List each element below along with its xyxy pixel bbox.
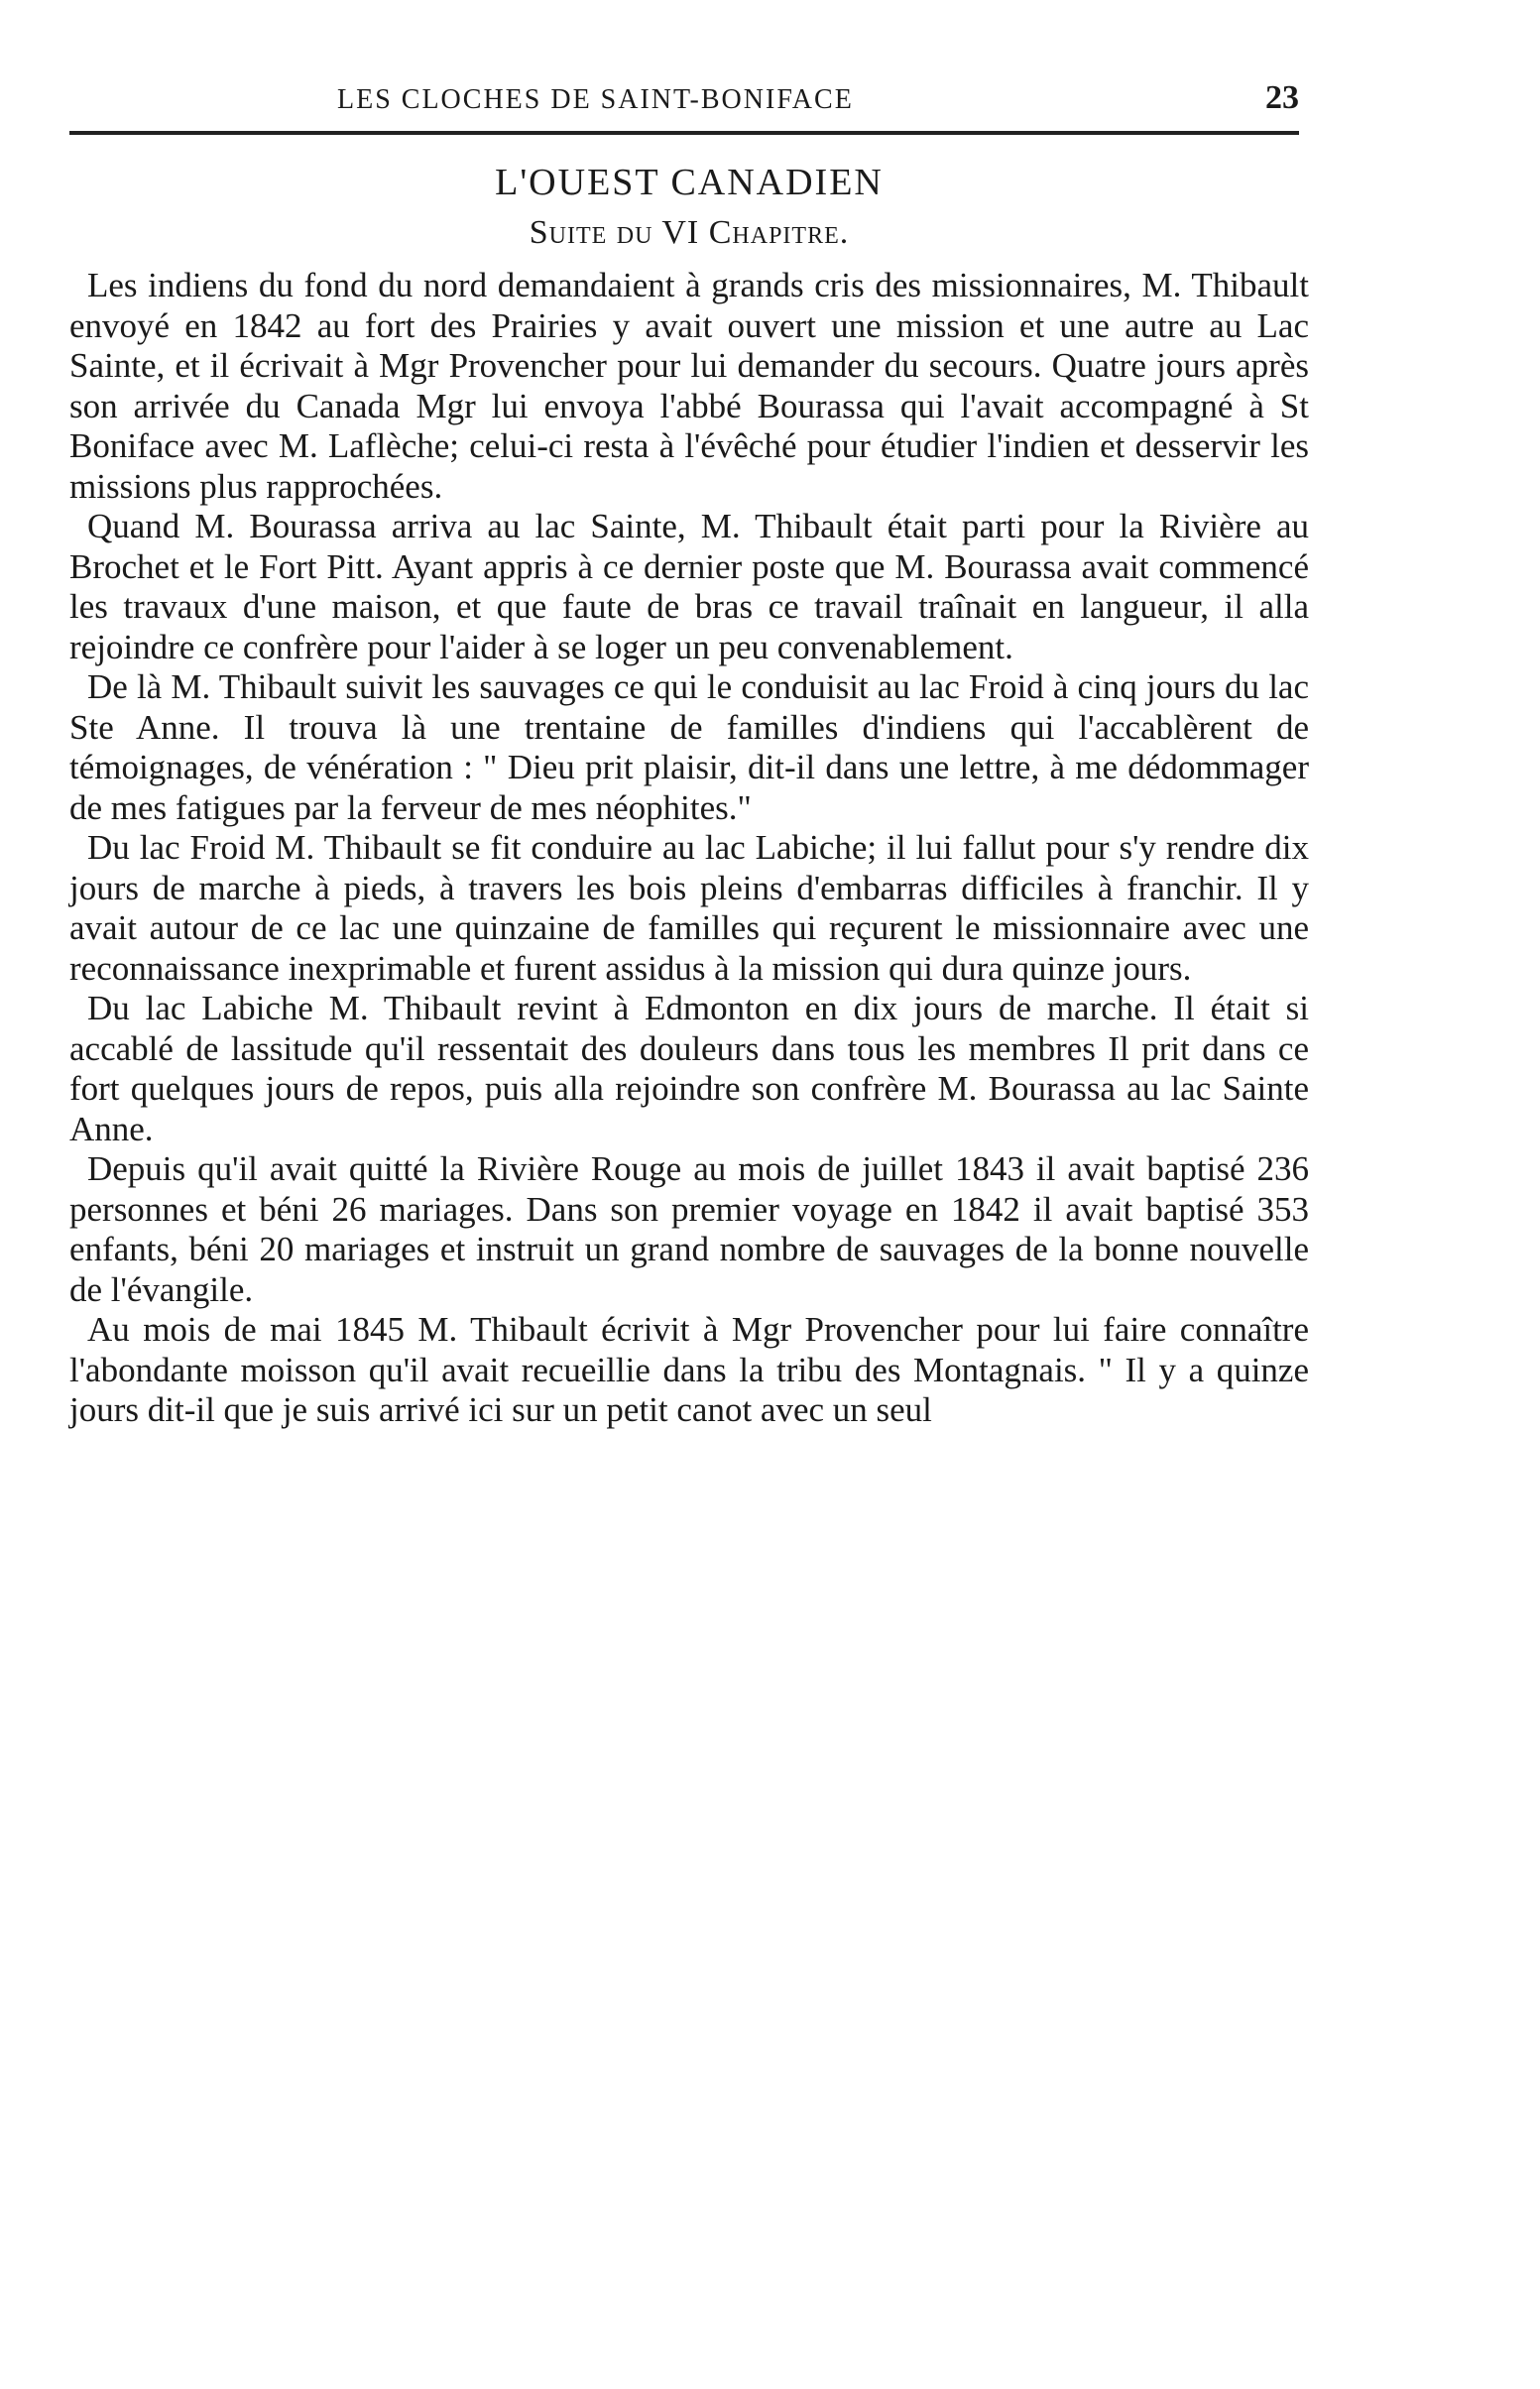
paragraph-text: Du lac Labiche M. Thibault revint à Edmonton en dix jours de marche. Il était si accablé de lassitude qu'il ressentait des douleurs dans tous les membres Il prit dans ce fort quelques jours de repos, puis alla rejoindre son confrère M. Bourassa au lac Sainte Anne. — [69, 989, 1309, 1148]
paragraph-text: Les indiens du fond du nord demandaient à grands cris des missionnaires, M. Thibault envoyé en 1842 au fort des Prairies y avait ouvert une mission et une autre au Lac Sainte, et il écrivait à Mgr Provencher pour lui demander du secours. Quatre jours après son arrivée du Canada Mgr lui envoya l'abbé Bourassa qui l'avait accompagné à St Boniface avec M. Laflèche; celui-ci resta à l'évêché pour étudier l'indien et desservir les missions plus rapprochées. — [69, 266, 1309, 506]
section-subtitle: Suite du VI Chapitre. — [529, 214, 850, 251]
header-rule — [69, 131, 1299, 135]
page-number: 23 — [1265, 79, 1299, 116]
paragraph-text: Quand M. Bourassa arriva au lac Sainte, M. Thibault était parti pour la Rivière au Brochet et le Fort Pitt. Ayant appris à ce dernier poste que M. Bourassa avait commencé les travaux d'une maison, et que faute de bras ce travail traînait en langueur, il alla rejoindre ce confrère pour l'aider à se loger un peu convenablement. — [69, 507, 1309, 666]
paragraph-text: Du lac Froid M. Thibault se fit conduire au lac Labiche; il lui fallut pour s'y rendre dix jours de marche à pieds, à travers les bois pleins d'embarras difficiles à franchir. Il y avait autour de ce lac une quinzaine de familles qui reçurent le missionnaire avec une reconnaissance inexprimable et furent assidus à la mission qui dura quinze jours. — [69, 828, 1309, 988]
running-title: LES CLOCHES DE SAINT-BONIFACE — [337, 84, 854, 115]
paragraph-text: Au mois de mai 1845 M. Thibault écrivit à Mgr Provencher pour lui faire connaître l'abondante moisson qu'il avait recueillie dans la tribu des Montagnais. " Il y a quinze jours dit-il que je suis arrivé ici sur un petit canot avec un seul — [69, 1310, 1309, 1429]
section-title: L'OUEST CANADIEN — [495, 162, 884, 203]
paragraph — [69, 507, 1309, 667]
paragraph-text: Depuis qu'il avait quitté la Rivière Rouge au mois de juillet 1843 il avait baptisé 236 personnes et béni 26 mariages. Dans son premier voyage en 1842 il avait baptisé 353 enfants, béni 20 mariages et instruit un grand nombre de sauvages de la bonne nouvelle de l'évangile. — [69, 1149, 1309, 1309]
paragraph — [69, 828, 1309, 989]
paragraph — [69, 989, 1309, 1149]
paragraph — [69, 266, 1309, 507]
paragraph — [69, 667, 1309, 828]
running-header — [69, 79, 1309, 131]
paragraph — [69, 1310, 1309, 1431]
body-text — [69, 266, 1309, 1431]
paragraph — [69, 1149, 1309, 1310]
paragraph-text: De là M. Thibault suivit les sauvages ce qui le conduisit au lac Froid à cinq jours du lac Ste Anne. Il trouva là une trentaine de familles d'indiens qui l'accablèrent de témoignages, de vénération : " Dieu prit plaisir, dit-il dans une lettre, à me dédommager de mes fatigues par la ferveur de mes néophites." — [69, 667, 1309, 827]
book-page — [69, 79, 1309, 1431]
